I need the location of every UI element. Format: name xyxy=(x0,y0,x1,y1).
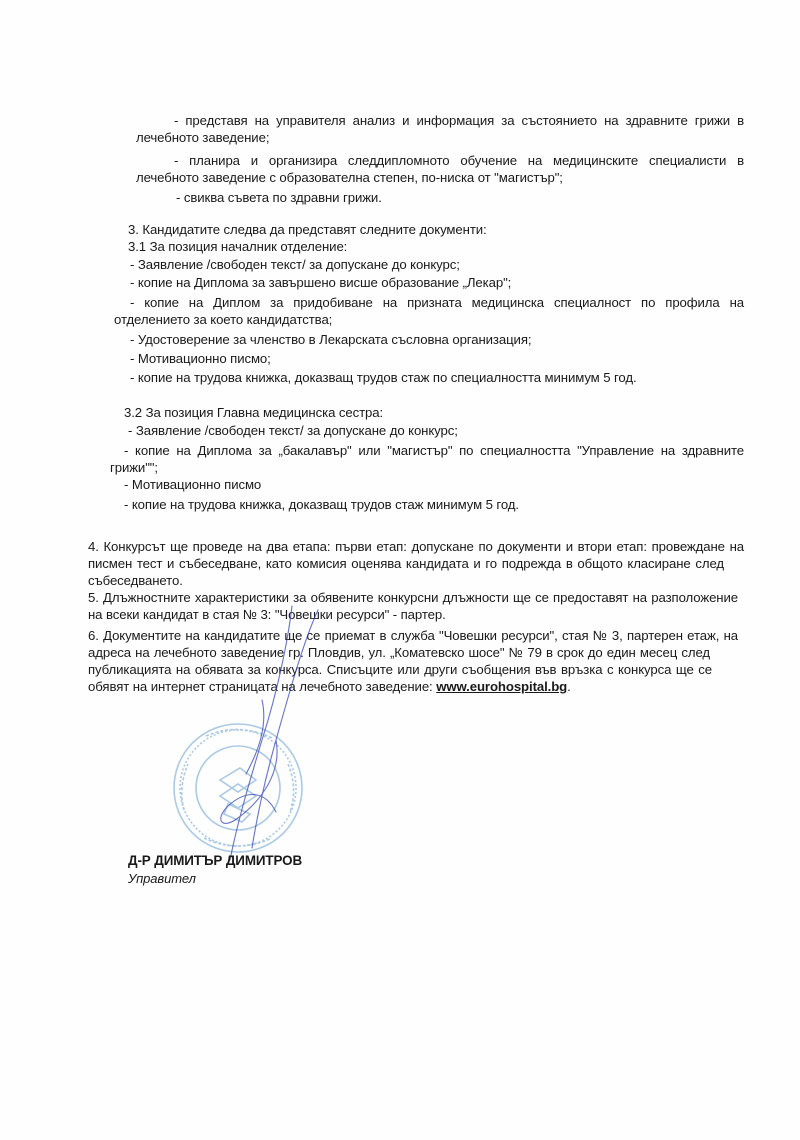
section-3-1-item: - Удостоверение за членство в Лекарската съсловна организация; xyxy=(130,332,532,347)
section-3-1-item: - копие на трудова книжка, доказващ трудов стаж по специалността минимум 5 год. xyxy=(130,370,637,385)
section-3-1-item: - копие на Диплом за придобиване на призната медицинска специалност по профила на xyxy=(130,295,744,310)
section-6-line-2: адреса на лечебното заведение гр. Пловдив, ул. „Коматевско шосе" № 79 в срок до един месец след xyxy=(88,645,710,660)
section-3-1-item: - копие на Диплома за завършено висше образование „Лекар"; xyxy=(130,275,512,290)
section-3-2-item: - Заявление /свободен текст/ за допускане до конкурс; xyxy=(128,423,458,438)
section-4-line-1: 4. Конкурсът ще проведе на два етапа: първи етап: допускане по документи и втори етап: провеждане на xyxy=(88,539,744,554)
section-6-line-4 xyxy=(88,678,571,695)
section-4-line-3: събеседването. xyxy=(88,573,183,588)
section-6-line-1: 6. Документите на кандидатите ще се приемат в служба "Човешки ресурси", стая № 3, партерен етаж, на xyxy=(88,628,738,643)
section-5-line-2: на всеки кандидат в стая № 3: "Човешки ресурси" - партер. xyxy=(88,607,446,622)
duty-item-1-line-2: лечебното заведение; xyxy=(136,130,270,145)
duty-item-2-line-1: - планира и организира следдипломното обучение на медицинските специалисти в xyxy=(174,153,744,168)
section-3-2-heading: 3.2 За позиция Главна медицинска сестра: xyxy=(124,405,384,420)
section-3-1-item: - Мотивационно писмо; xyxy=(130,351,271,366)
duty-item-2-line-2: лечебното заведение с образователна степен, по-ниска от "магистър"; xyxy=(136,170,563,185)
section-3-2-item: - Мотивационно писмо xyxy=(124,477,262,492)
section-3-1-heading: 3.1 За позиция началник отделение: xyxy=(128,239,348,254)
round-seal-stamp-icon xyxy=(168,718,308,858)
signatory-role: Управител xyxy=(128,871,196,886)
website-period: . xyxy=(567,679,571,694)
section-3-heading: 3. Кандидатите следва да представят следните документи: xyxy=(128,222,487,237)
section-3-2-item: - копие на трудова книжка, доказващ трудов стаж минимум 5 год. xyxy=(124,497,519,512)
duty-item-1-line-1: - представя на управителя анализ и информация за състоянието на здравните грижи в xyxy=(174,113,744,128)
section-6-line-4-text: обявят на интернет страницата на лечебното заведение: xyxy=(88,679,437,694)
section-3-2-item-continuation: грижи""; xyxy=(110,460,158,475)
duty-item-3: - свиква съвета по здравни грижи. xyxy=(176,190,382,205)
section-4-line-2: писмен тест и събеседване, като комисия оценява кандидата и го подрежда в общото класиране след xyxy=(88,556,724,571)
section-3-2-item: - копие на Диплома за „бакалавър" или "магистър" по специалността "Управление на здравните xyxy=(124,443,744,458)
section-3-1-item: - Заявление /свободен текст/ за допускане до конкурс; xyxy=(130,257,460,272)
website-link[interactable]: www.eurohospital.bg xyxy=(436,679,568,694)
section-5-line-1: 5. Длъжностните характеристики за обявените конкурсни длъжности ще се предоставят на разположение xyxy=(88,590,738,605)
signatory-name: Д-Р ДИМИТЪР ДИМИТРОВ xyxy=(128,853,303,868)
section-6-line-3: публикацията на обявата за конкурса. Списъците или други съобщения във връзка с конкурса ще се xyxy=(88,662,712,677)
section-3-1-item-continuation: отделението за което кандидатства; xyxy=(114,312,333,327)
